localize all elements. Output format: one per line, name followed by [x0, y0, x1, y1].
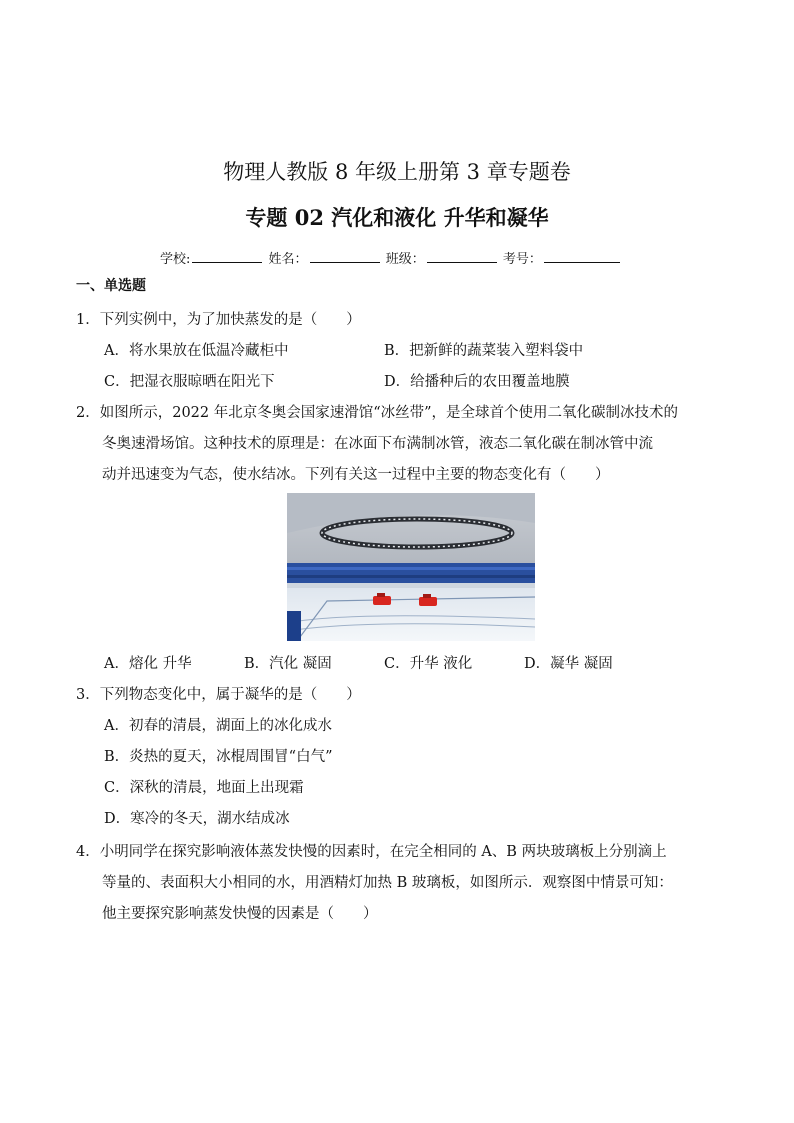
- question-4-stem-line-1: 4．小明同学在探究影响液体蒸发快慢的因素时，在完全相同的 A、B 两块玻璃板上分别滴上: [76, 844, 667, 860]
- class-label: 班级：: [385, 252, 425, 267]
- question-1-stem: 1．下列实例中，为了加快蒸发的是（ ）: [76, 312, 361, 328]
- school-blank[interactable]: [192, 250, 262, 263]
- exam-no-blank[interactable]: [544, 250, 620, 263]
- exam-no-label: 考号：: [502, 252, 542, 267]
- page-title: 物理人教版 8 年级上册第 3 章专题卷: [223, 160, 571, 184]
- question-2-stem-line-1: 2．如图所示，2022 年北京冬奥会国家速滑馆“冰丝带”，是全球首个使用二氧化碳制冰技术的: [76, 405, 679, 421]
- student-info-line: [160, 248, 622, 267]
- section-heading: 一、单选题: [76, 278, 146, 294]
- name-blank[interactable]: [310, 250, 380, 263]
- question-3-option-a: A．初春的清晨，湖面上的冰化成水: [104, 718, 332, 734]
- question-1-option-b: B．把新鲜的蔬菜装入塑料袋中: [384, 343, 584, 359]
- class-blank[interactable]: [427, 250, 497, 263]
- question-1-option-d: D．给播种后的农田覆盖地膜: [384, 374, 570, 390]
- page-subtitle: 专题 02 汽化和液化 升华和凝华: [245, 205, 549, 230]
- question-3-option-b: B．炎热的夏天，冰棍周围冒“白气”: [104, 749, 333, 765]
- speed-skating-oval-photo: [287, 493, 535, 641]
- question-4-stem-line-3: 他主要探究影响蒸发快慢的因素是（ ）: [102, 906, 378, 922]
- question-2-stem-line-2: 冬奥速滑场馆。这种技术的原理是：在冰面下布满制冰管，液态二氧化碳在制冰管中流: [102, 436, 653, 452]
- question-1-option-c: C．把湿衣服晾晒在阳光下: [104, 374, 275, 390]
- question-3-option-c: C．深秋的清晨，地面上出现霜: [104, 780, 304, 796]
- question-1-option-a: A．将水果放在低温冷藏柜中: [104, 343, 289, 359]
- school-label: 学校:: [160, 252, 191, 267]
- question-2-option-a: A．熔化 升华: [104, 656, 192, 672]
- question-3-option-d: D．寒冷的冬天，湖水结成冰: [104, 811, 290, 827]
- question-3-stem: 3．下列物态变化中，属于凝华的是（ ）: [76, 687, 361, 703]
- question-2-stem-line-3: 动并迅速变为气态，使水结冰。下列有关这一过程中主要的物态变化有（ ）: [102, 467, 610, 483]
- question-4-stem-line-2: 等量的、表面积大小相同的水，用酒精灯加热 B 玻璃板，如图所示．观察图中情景可知：: [102, 875, 673, 891]
- question-2-option-c: C．升华 液化: [384, 656, 473, 672]
- name-label: 姓名：: [268, 252, 308, 267]
- question-2-option-d: D．凝华 凝固: [524, 656, 613, 672]
- question-2-option-b: B．汽化 凝固: [244, 656, 332, 672]
